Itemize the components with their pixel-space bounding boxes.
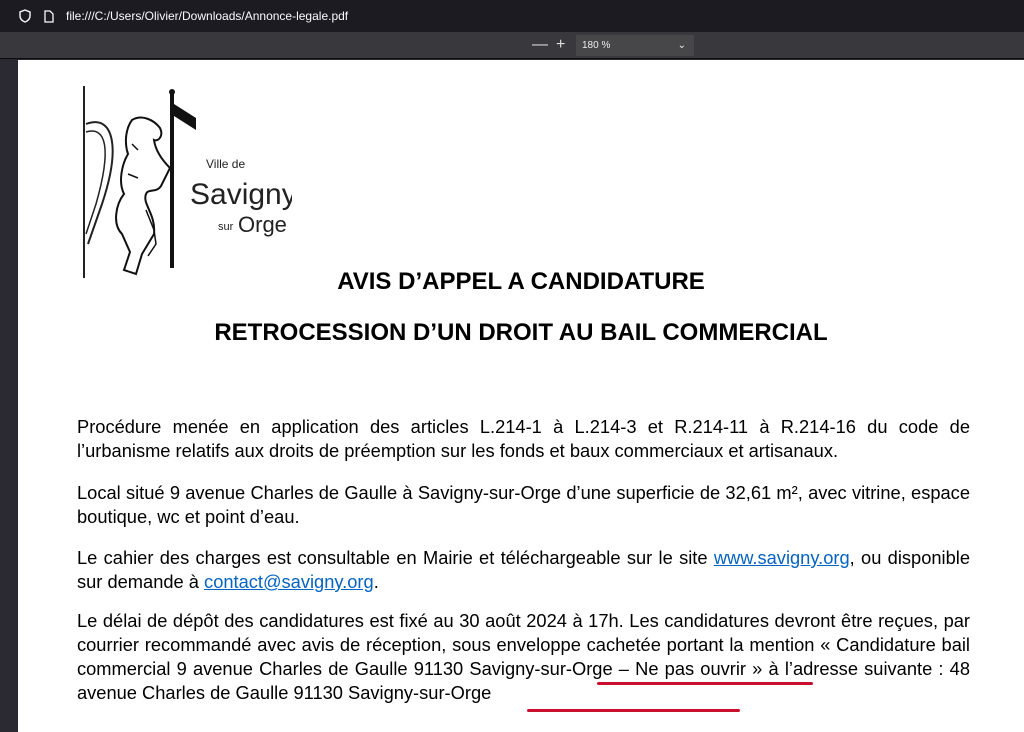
paragraph-deadline: Le délai de dépôt des candidatures est fixé au 30 août 2024 à 17h. Les candidatures devront être reçues, par courrier recommandé avec avis de réception, sous enveloppe cachetée portant la mention « Candidature bail commercial 9 avenue Charles de Gaulle 91130 Savigny-sur-Orge – Ne pas ouvrir » à l’adresse suivante : 48 avenue Charles de Gaulle 91130 Savigny-sur-Orge bbox=[77, 610, 970, 703]
zoom-in-button[interactable]: + bbox=[556, 36, 566, 53]
logo-text-orge: Orge bbox=[238, 212, 287, 237]
shield-icon[interactable] bbox=[18, 9, 32, 23]
website-link[interactable]: www.savigny.org bbox=[713, 547, 850, 568]
paragraph-cahier bbox=[77, 546, 970, 594]
zoom-out-button[interactable]: — bbox=[532, 36, 548, 53]
savigny-logo bbox=[82, 84, 292, 280]
chevron-down-icon: ⌄ bbox=[677, 40, 686, 51]
zoom-value: 180 % bbox=[582, 40, 611, 51]
url-text[interactable]: file:///C:/Users/Olivier/Downloads/Annonce-legale.pdf bbox=[66, 9, 349, 23]
highlight-underline bbox=[597, 682, 813, 685]
text: , ou disponible sur demande à bbox=[77, 547, 970, 592]
pdf-toolbar bbox=[0, 32, 1024, 59]
url-bar[interactable] bbox=[0, 0, 1024, 32]
logo-text-ville: Ville de bbox=[206, 157, 246, 171]
document-subtitle: RETROCESSION D’UN DROIT AU BAIL COMMERCIAL bbox=[214, 319, 828, 346]
zoom-select[interactable] bbox=[576, 35, 694, 56]
logo-text-savigny: Savigny bbox=[190, 178, 292, 211]
text: Le cahier des charges est consultable en Mairie et téléchargeable sur le site bbox=[77, 547, 714, 568]
paragraph-local: Local situé 9 avenue Charles de Gaulle à Savigny-sur-Orge d’une superficie de 32,61 m², avec vitrine, espace boutique, wc et point d’eau. bbox=[77, 482, 970, 527]
document-title: AVIS D’APPEL A CANDIDATURE bbox=[337, 268, 705, 295]
highlight-underline bbox=[527, 709, 740, 712]
email-link[interactable]: contact@savigny.org bbox=[204, 571, 374, 592]
page-icon bbox=[42, 9, 56, 23]
paragraph-procedure: Procédure menée en application des articles L.214-1 à L.214-3 et R.214-11 à R.214-16 du code de l’urbanisme relatifs aux droits de préemption sur les fonds et baux commerciaux et artisanaux. bbox=[77, 416, 970, 461]
pdf-page bbox=[18, 60, 1024, 732]
text: . bbox=[373, 571, 379, 592]
logo-text-sur: sur bbox=[218, 221, 234, 233]
